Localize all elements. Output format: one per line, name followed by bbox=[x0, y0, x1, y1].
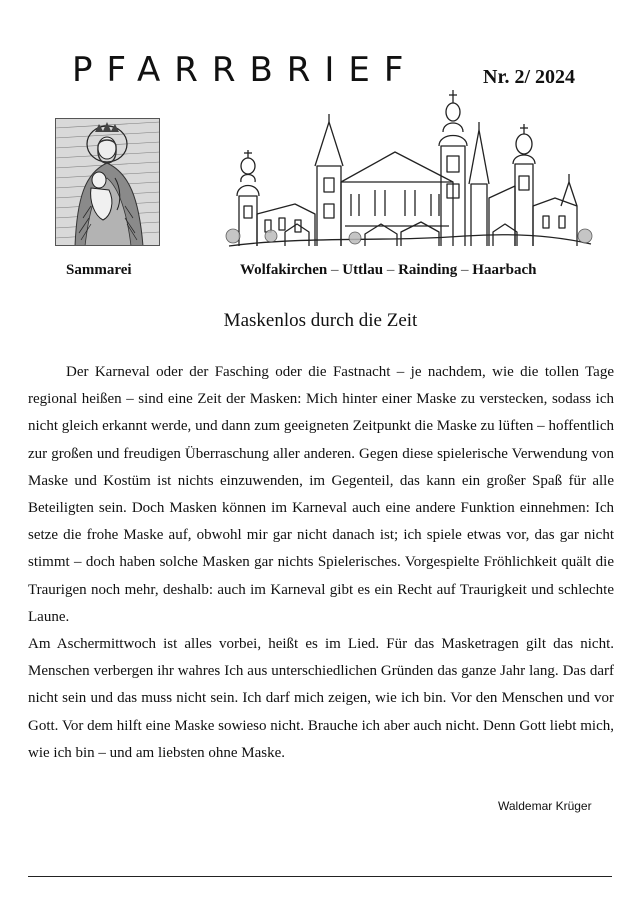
article-paragraph-1: Der Karneval oder der Fasching oder die Fastnacht – je nachdem, wie die tollen Tage regional heißen – sind eine Zeit der Masken: Mich hinter einer Maske zu verstecken, sodass ich nicht gleich erkannt werde, und dann zum geeigneten Zeitpunkt die Maske zu lüften – hoffentlich zur großen und freudigen Überraschung aller anderen. Gegen diese spielerische Verwendung von Maske und Kostüm ist nichts einzuwenden, im Gegenteil, das kann ein großer Spaß für alle Beteiligten sein. Doch Masken können im Karneval auch eine andere Funktion einnehmen: Ich setze die frohe Maske auf, obwohl mir gar nicht danach ist; ich spiele etwas vor, das gar nicht stimmt – doch haben solche Masken gar nichts Spielerisches. Vorgespielte Fröhlichkeit quält die Traurigen noch mehr, deshalb: auch im Karneval gibt es ein Recht auf Traurigkeit und schlechte Laune. bbox=[28, 364, 614, 625]
churches-drawing bbox=[225, 86, 595, 250]
article-paragraph-2: Am Aschermittwoch ist alles vorbei, heißt es im Lied. Für das Masketragen gilt das nicht. Menschen verbergen ihr wahres Ich aus unterschiedlichen Gründen das ganze Jahr lang. Das darf nicht sein und das muss nicht sein. Ich darf mich zeigen, wie ich bin. Vor den Menschen und vor Gott. Vor dem hilft eine Maske sowieso nicht. Brauche ich aber auch nicht. Denn Gott liebt mich, wie ich bin – und am liebsten ohne Maske. bbox=[28, 636, 614, 761]
caption-separator: – bbox=[330, 262, 339, 278]
masthead-title: PFARRBRIEF bbox=[72, 50, 418, 90]
issue-number: Nr. 2/ 2024 bbox=[483, 66, 576, 88]
caption-parish-4: Haarbach bbox=[472, 262, 537, 278]
madonna-image bbox=[55, 118, 160, 246]
caption-parish-3: Rainding bbox=[398, 262, 458, 278]
article-body bbox=[28, 359, 614, 767]
footer-rule bbox=[28, 876, 612, 877]
caption-parish-2: Uttlau bbox=[342, 262, 384, 278]
author-signature: Waldemar Krüger bbox=[498, 799, 592, 813]
caption-separator: – bbox=[386, 262, 395, 278]
caption-separator: – bbox=[461, 262, 469, 278]
article-title: Maskenlos durch die Zeit bbox=[223, 310, 418, 331]
caption-parishes bbox=[240, 262, 536, 279]
caption-parish-1: Wolfakirchen bbox=[240, 262, 328, 278]
caption-sammarei: Sammarei bbox=[66, 262, 132, 278]
